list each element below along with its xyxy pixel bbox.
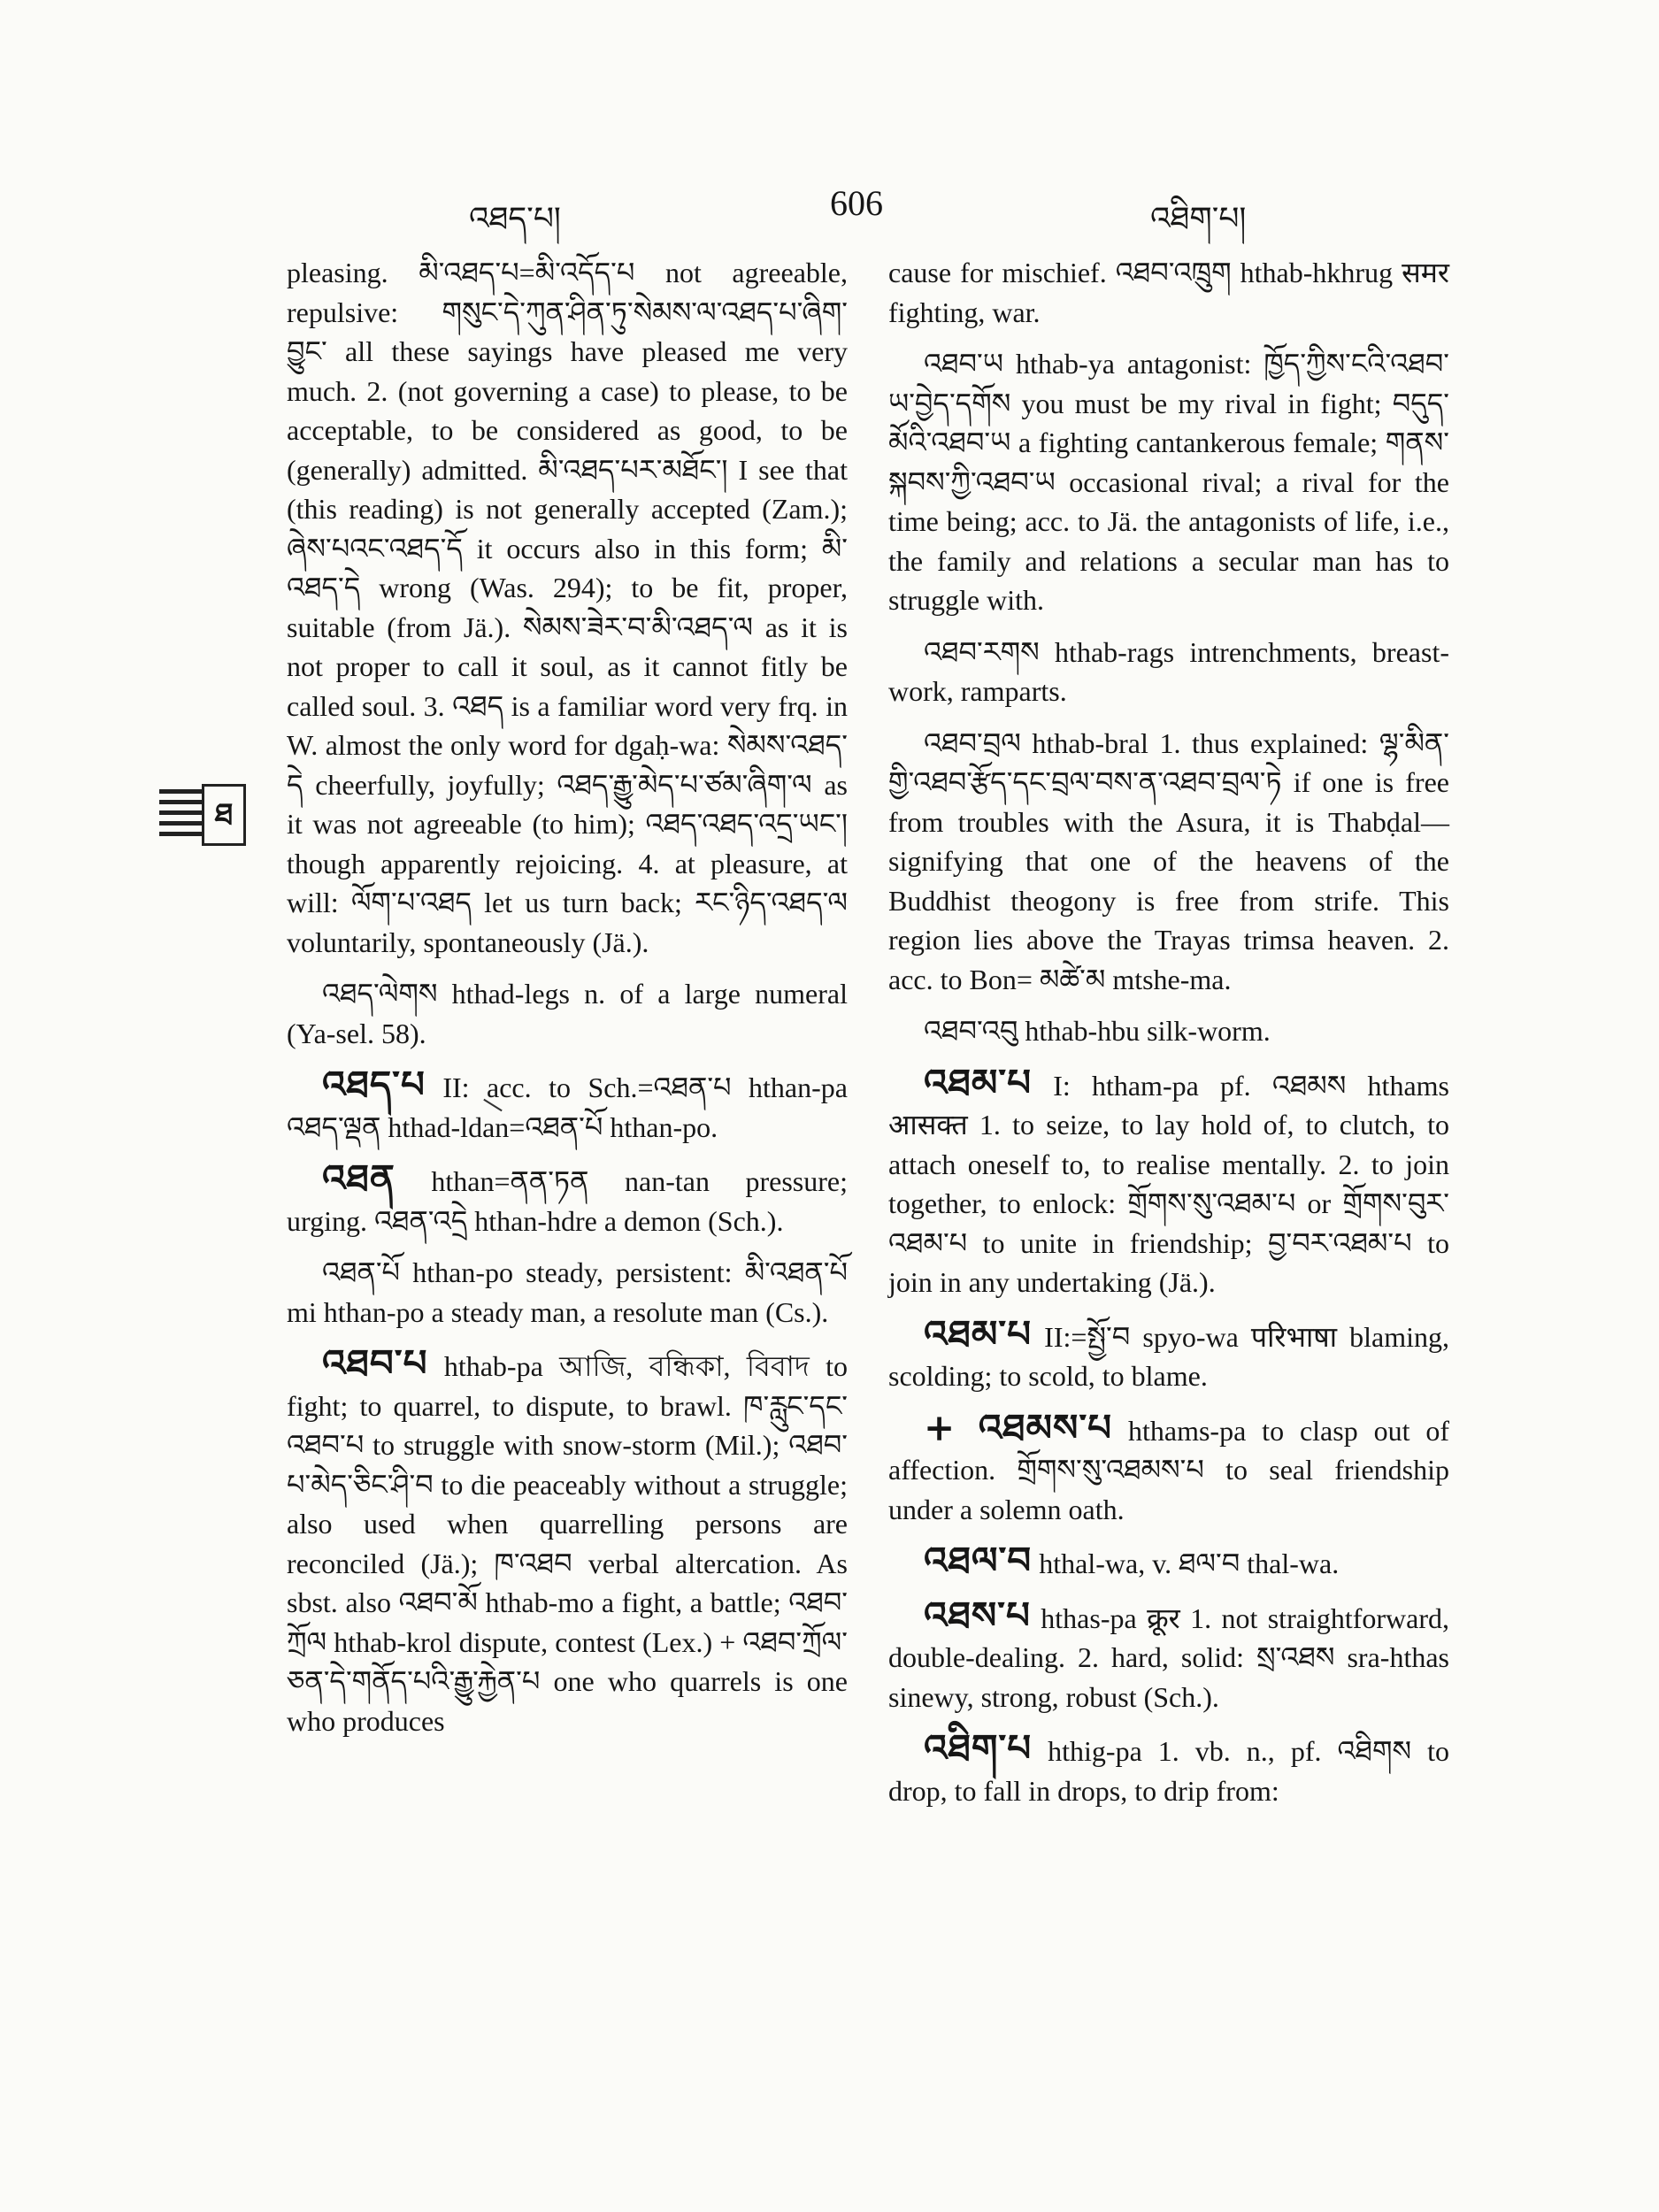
dictionary-entry xyxy=(888,1726,1449,1810)
entry-text: II:=སྤྱོ་བ spyo-wa परिभाषा blaming, scolding; to scold, to blame. xyxy=(888,1320,1449,1392)
entry-text: འཐབ་འབུ hthab-hbu silk-worm. xyxy=(924,1015,1271,1047)
page-number: 606 xyxy=(830,183,883,223)
dictionary-entry xyxy=(888,724,1449,1000)
right-column xyxy=(888,253,1449,1823)
dictionary-entry xyxy=(888,1011,1449,1051)
entry-headword: འཐན xyxy=(322,1156,396,1200)
entry-text: འཐབ་བྲལ hthab-bral 1. thus explained: ལྷ་མིན་གྱི་འཐབ་རྩོད་དང་བྲལ་བས་ན་འཐབ་བྲལ་ཏེ if one is free from troubles with the Asura, it is Thabḍal—signifying that one of the heavens of the Buddhist theogony is free from strife. This region lies above the Trayas trimsa heaven. 2. acc. to Bon= མཚེ་མ mtshe-ma. xyxy=(888,726,1449,995)
entry-text: hthas-pa क्रूर 1. not straightforward, double-dealing. 2. hard, solid: སྲ་འཐས sra-hthas sinewy, strong, robust (Sch.). xyxy=(888,1601,1449,1713)
dictionary-entry xyxy=(287,1065,848,1147)
entry-text: hthab-pa আজি, বন্ধিকা, বিবাদ to fight; to quarrel, to dispute, to brawl. ཁ་རླུང་དང་འཐབ་པ to struggle with snow-storm (Mil.); འཐབ་པ་མེད་ཅིང་ཤི་བ to die peaceably without a struggle; also used when quarrelling persons are reconciled (Jä.); ཁ་འཐབ verbal altercation. As sbst. also འཐབ་མོ hthab-mo a fight, a battle; འཐབ་ཀྲོལ hthab-krol dispute, contest (Lex.) + འཐབ་ཀྲོལ་ཅན་དེ་གནོད་པའི་རྒྱུ་རྐྱེན་པ one who quarrels is one who produces xyxy=(287,1350,848,1737)
entry-text: hthig-pa 1. vb. n., pf. འཐིགས to drop, to fall in drops, to drip from: xyxy=(888,1735,1449,1807)
dictionary-entry xyxy=(888,344,1449,620)
entry-headword: + འཐམས་པ xyxy=(924,1405,1113,1449)
entry-headword: འཐབ་པ xyxy=(322,1341,428,1385)
entry-text: II: acc. to Sch.=འཐན་པ hthan-pa འཐད་ལྡན hthad-ldan=འཐན་པོ hthan-po. xyxy=(287,1071,848,1143)
left-column xyxy=(287,253,848,1753)
dictionary-entry xyxy=(287,1341,848,1740)
entry-headword: འཐིག་པ xyxy=(924,1726,1033,1770)
entry-headword: འཐལ་བ xyxy=(924,1539,1033,1582)
entry-text: I: htham-pa pf. འཐམས hthams आसक्त 1. to seize, to lay hold of, to clutch, to attach oneself to, to realise mentally. 2. to join together, to enlock: གྲོགས་སུ་འཐམ་པ or གྲོགས་བུར་འཐམ་པ to unite in friendship; བྱ་བར་འཐམ་པ to join in any undertaking (Jä.). xyxy=(888,1069,1449,1298)
thumb-index-tab xyxy=(159,784,248,846)
entry-headword: འཐས་པ xyxy=(924,1593,1031,1637)
dictionary-entry xyxy=(287,974,848,1053)
running-head-left: འཐད་པ། xyxy=(469,201,561,237)
entry-text: འཐད་ལེགས hthad-legs n. of a large numeral (Ya-sel. 58). xyxy=(287,978,848,1049)
entry-headword: འཐམ་པ xyxy=(924,1311,1033,1356)
dictionary-entry xyxy=(888,1311,1449,1396)
dictionary-entry xyxy=(888,633,1449,711)
entry-text: hthal-wa, v. ཐལ་བ thal-wa. xyxy=(1032,1548,1340,1579)
dictionary-entry xyxy=(888,1541,1449,1584)
dictionary-entry xyxy=(287,1156,848,1240)
dictionary-entry xyxy=(888,253,1449,332)
entry-headword: འཐད་པ xyxy=(322,1063,426,1106)
dictionary-entry xyxy=(888,1593,1449,1717)
entry-text: hthan=ནན་ཏན nan-tan pressure; urging. འཐན་འདྲེ hthan-hdre a demon (Sch.). xyxy=(287,1165,848,1237)
entry-headword: འཐམ་པ xyxy=(924,1060,1033,1104)
entry-text: འཐབ་རགས hthab-rags intrenchments, breast-work, ramparts. xyxy=(888,635,1449,707)
dictionary-entry xyxy=(888,1405,1450,1530)
running-head-right: འཐིག་པ། xyxy=(1150,201,1247,237)
entry-text: འཐན་པོ hthan-po steady, persistent: མི་འཐན་པོ mi hthan-po a steady man, a resolute man (Cs.). xyxy=(287,1256,848,1328)
dictionary-entry xyxy=(287,253,848,962)
dictionary-entry xyxy=(888,1060,1449,1302)
entry-text: pleasing. མི་འཐད་པ=མི་འདོད་པ not agreeable, repulsive: གསུང་དེ་ཀུན་ཤིན་ཏུ་སེམས་ལ་འཐད་པ་ཞིག་བྱུང་ all these sayings have pleased me very much. 2. (not governing a case) to please, to be acceptable, to be considered as good, to be (generally) admitted. མི་འཐད་པར་མཐོང་། I see that (this reading) is not generally accepted (Zam.); ཞེས་པའང་འཐད་དོ it occurs also in this form; མི་འཐད་དེ wrong (Was. 294); to be fit, proper, suitable (from Jä.). སེམས་ཟེར་བ་མི་འཐད་ལ as it is not proper to call it soul, as it cannot fitly be called soul. 3. འཐད is a familiar word very frq. in W. almost the only word for dgaḥ-wa: སེམས་འཐད་དེ cheerfully, joyfully; འཐད་རྒྱུ་མེད་པ་ཙམ་ཞིག་ལ as it was not agreeable (to him); འཐད་འཐད་འདྲ་ཡང་། though apparently rejoicing. 4. at pleasure, at will: ལོག་པ་འཐད let us turn back; རང་ཉིད་འཐད་ལ voluntarily, spontaneously (Jä.). xyxy=(287,257,848,958)
entry-text: cause for mischief. འཐབ་འཁྲུག hthab-hkhrug समर fighting, war. xyxy=(888,257,1449,328)
entry-text: འཐབ་ཡ hthab-ya antagonist: ཁྱོད་ཀྱིས་ངའི་འཐབ་ཡ་བྱེད་དགོས you must be my rival in fight; བདུད་མོའི་འཐབ་ཡ a fighting cantankerous female; གནས་སྐབས་ཀྱི་འཐབ་ཡ occasional rival; a rival for the time being; acc. to Jä. the antagonists of life, i.e., the family and relations a secular man has to struggle with. xyxy=(888,348,1449,616)
thumb-index-letter: ཐ xyxy=(202,784,246,846)
entry-text: hthams-pa to clasp out of affection. གྲོགས་སུ་འཐམས་པ to seal friendship under a solemn oath. xyxy=(888,1414,1450,1525)
dictionary-entry xyxy=(287,1253,848,1332)
